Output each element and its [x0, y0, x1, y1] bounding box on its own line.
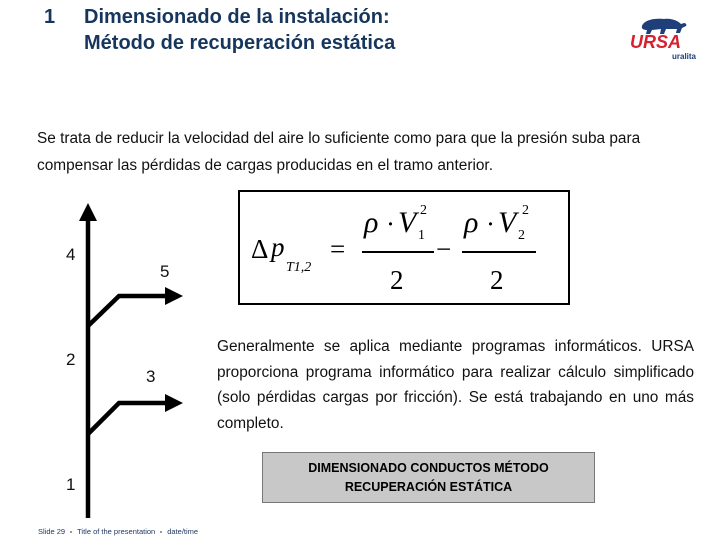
footer-separator — [70, 531, 72, 533]
formula-v-exponent-1: 2 — [420, 203, 427, 218]
dimensionado-conductos-label: DIMENSIONADO CONDUCTOS MÉTODO RECUPERACIÓN ESTÁTICA — [308, 460, 549, 494]
branch-duct-upper — [88, 296, 174, 326]
formula-equals: = — [330, 234, 346, 264]
node-label-2: 2 — [66, 350, 76, 369]
logo-subbrand: uralita — [672, 52, 697, 61]
formula-dot-1: · — [386, 209, 395, 239]
formula-rho-2: ρ — [464, 206, 479, 239]
body-paragraph: Generalmente se aplica mediante programas informáticos. URSA proporciona programa informático para realizar cálculo simplificado (solo pérdidas cargas por fricción). Se está trabajando en uno más completo. — [217, 338, 694, 432]
title-line-2: Método de recuperación estática — [84, 32, 396, 54]
formula-dot-2: · — [486, 209, 495, 239]
footer-slide-number: Slide 29 — [38, 527, 66, 536]
formula-v-subscript-2: 2 — [518, 228, 525, 243]
dimensionado-conductos-button[interactable] — [262, 452, 595, 503]
intro-text: Se trata de reducir la velocidad del aire lo suficiente como para que la presión suba para compensar las pérdidas de cargas producidas en el tramo anterior. — [37, 130, 641, 174]
formula-delta: Δ — [251, 234, 269, 264]
logo-brand: URSA — [630, 32, 682, 52]
formula-v-1: V — [398, 206, 417, 239]
fraction-bar-1 — [362, 251, 434, 253]
formula-box — [238, 190, 570, 305]
title-line-1: Dimensionado de la instalación: — [84, 6, 390, 28]
title-number: 1 — [44, 6, 56, 28]
node-label-3: 3 — [146, 367, 156, 386]
formula-denominator-2: 2 — [490, 265, 504, 295]
slide-footer — [38, 527, 198, 536]
node-label-5: 5 — [160, 262, 170, 281]
formula-subscript: T1,2 — [286, 260, 312, 275]
formula-rho-1: ρ — [364, 206, 379, 239]
formula-v-exponent-2: 2 — [522, 203, 529, 218]
fraction-bar-2 — [462, 251, 536, 253]
formula-denominator-1: 2 — [390, 265, 404, 295]
node-label-4: 4 — [66, 245, 76, 264]
footer-presentation-title: Title of the presentation — [77, 527, 156, 536]
formula-minus: − — [436, 234, 452, 264]
formula-v-subscript-1: 1 — [418, 228, 425, 243]
node-label-1: 1 — [66, 475, 76, 494]
footer-separator — [160, 531, 162, 533]
branch-duct-lower — [88, 403, 174, 434]
formula-p: p — [271, 232, 285, 262]
footer-date: date/time — [167, 527, 199, 536]
ursa-logo — [620, 12, 710, 64]
formula-v-2: V — [498, 206, 517, 239]
